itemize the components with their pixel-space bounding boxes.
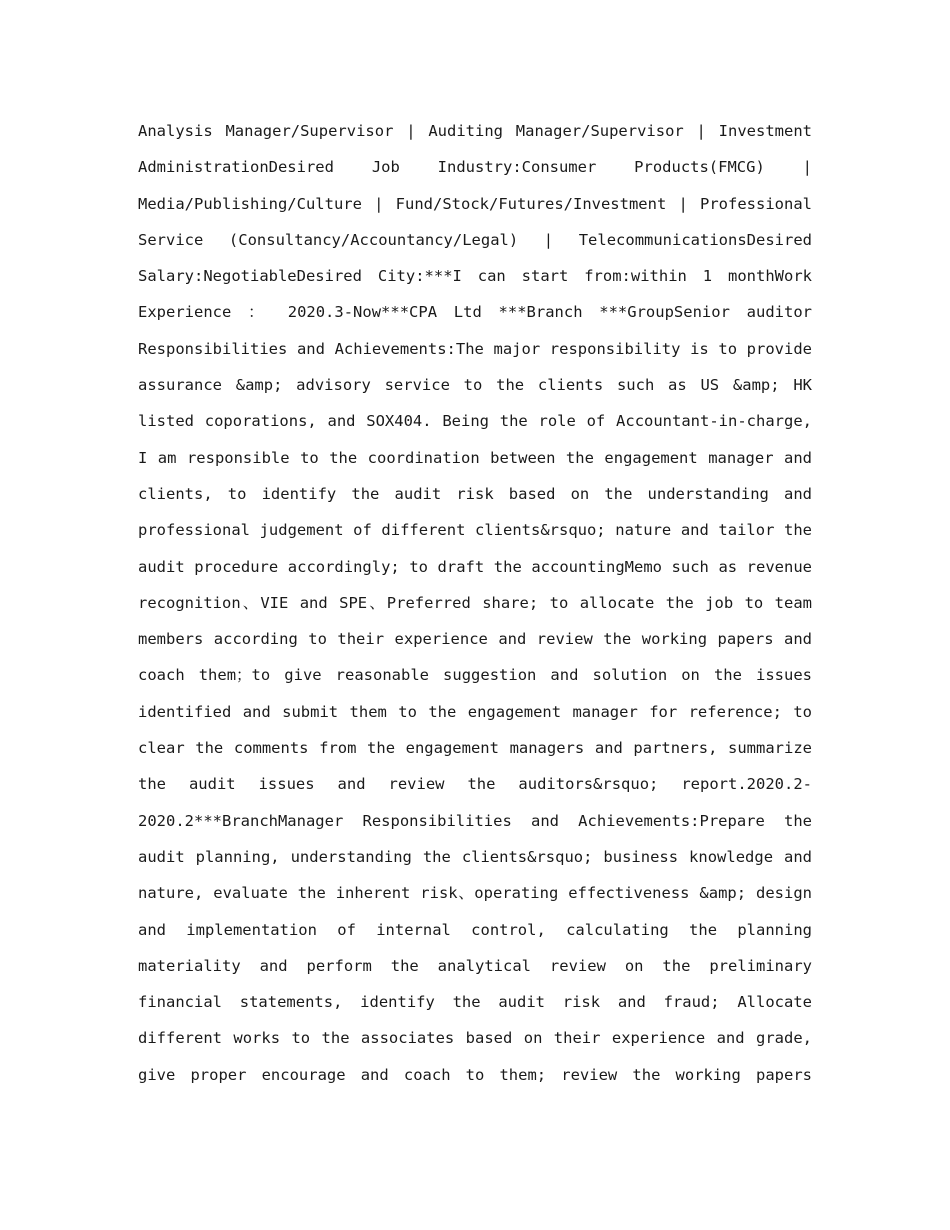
text-line: Salary:NegotiableDesired City:***I can start from:within 1 monthWork (138, 267, 812, 286)
text-line: Responsibilities and Achievements:The major responsibility is to provide (138, 339, 812, 358)
text-line: coach them；to give reasonable suggestion and solution on the issues (138, 666, 812, 685)
text-line: clear the comments from the engagement managers and partners, summarize (138, 739, 812, 758)
text-line: audit planning, understanding the clients&rsquo; business knowledge and (138, 847, 812, 866)
text-line: I am responsible to the coordination between the engagement manager and (138, 448, 812, 467)
text-line: Analysis Manager/Supervisor | Auditing Manager/Supervisor | Investment (138, 122, 812, 140)
text-line: clients, to identify the audit risk based on the understanding and (138, 484, 812, 503)
text-line: nature, evaluate the inherent risk、operating effectiveness &amp; design (138, 884, 812, 903)
text-line: Media/Publishing/Culture | Fund/Stock/Futures/Investment | Professional (138, 194, 812, 213)
text-line: assurance &amp; advisory service to the clients such as US &amp; HK (138, 376, 812, 395)
text-line: identified and submit them to the engagement manager for reference; to (138, 702, 812, 721)
text-line: different works to the associates based on their experience and grade, (138, 1029, 812, 1048)
text-line: listed coporations, and SOX404. Being the role of Accountant-in-charge, (138, 412, 812, 431)
text-line: and implementation of internal control, calculating the planning (138, 920, 812, 939)
text-line: audit procedure accordingly; to draft the accountingMemo such as revenue (138, 557, 812, 576)
text-line: financial statements, identify the audit risk and fraud; Allocate (138, 993, 812, 1012)
text-line: the audit issues and review the auditors&rsquo; report.2020.2- (138, 775, 812, 794)
text-line: 2020.2***BranchManager Responsibilities and Achievements:Prepare the (138, 811, 812, 830)
text-line: materiality and perform the analytical review on the preliminary (138, 956, 812, 975)
text-line: Service (Consultancy/Accountancy/Legal) | TelecommunicationsDesired (138, 230, 812, 249)
text-line: AdministrationDesired Job Industry:Consumer Products(FMCG) | (138, 158, 812, 177)
text-line: recognition、VIE and SPE、Preferred share; to allocate the job to team (138, 593, 812, 612)
text-line: professional judgement of different clients&rsquo; nature and tailor the (138, 521, 812, 540)
text-line: give proper encourage and coach to them; review the working papers (138, 1065, 812, 1084)
text-line: members according to their experience and review the working papers and (138, 630, 812, 649)
text-line: Experience ： 2020.3-Now***CPA Ltd ***Branch ***GroupSenior auditor (138, 303, 812, 322)
resume-body (138, 113, 812, 1093)
